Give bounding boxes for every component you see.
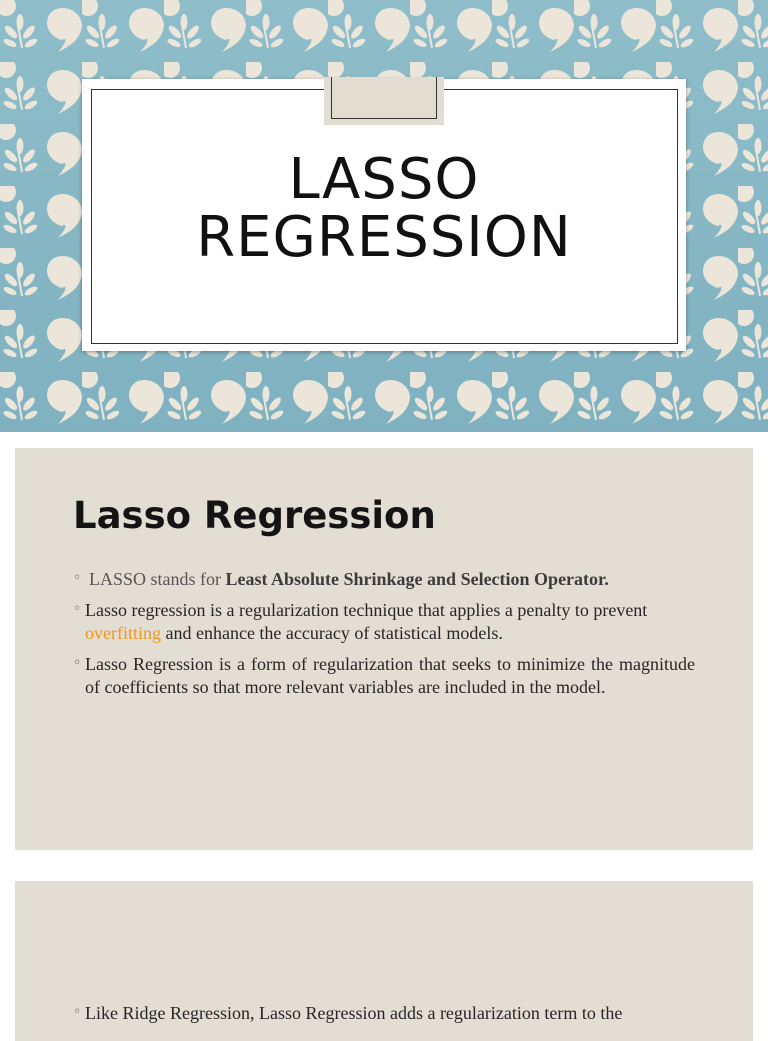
bullet-item: [73, 599, 695, 646]
overfitting-link[interactable]: overfitting: [85, 623, 161, 643]
title-card: [82, 79, 686, 351]
bullet-marker-icon: ◦: [73, 600, 82, 617]
bullet-list: [73, 1002, 695, 1033]
bullet-marker-icon: ◦: [73, 570, 82, 586]
title-line-1: LASSO: [288, 147, 480, 212]
title-slide: [0, 0, 768, 432]
content-slide-1: [15, 448, 753, 850]
bullet-text: Lasso Regression is a form of regularization that seeks to minimize the magnitude of coefficients so that more relevant variables are included in the model.: [85, 653, 695, 697]
bullet-item: [73, 568, 695, 592]
bullet-list: [73, 568, 695, 707]
bullet-text: Lasso regression is a regularization technique that applies a penalty to prevent: [85, 599, 648, 620]
title-card-tab: [324, 77, 444, 125]
bullet-marker-icon: ◦: [73, 654, 82, 671]
slide-heading: Lasso Regression: [73, 494, 436, 537]
title-line-2: REGRESSION: [196, 205, 572, 270]
bullet-item: [73, 1002, 695, 1026]
bullet-text: and enhance the accuracy of statistical models.: [160, 623, 503, 643]
bullet-bold-text: Least Absolute Shrinkage and Selection Operator.: [225, 569, 609, 589]
bullet-text: LASSO stands for: [89, 569, 226, 589]
slide-title: [82, 147, 686, 270]
bullet-text: Like Ridge Regression, Lasso Regression adds a regularization term to the: [85, 1003, 623, 1023]
bullet-item: [73, 653, 695, 700]
bullet-marker-icon: ◦: [73, 1004, 82, 1020]
content-slide-2: [15, 881, 753, 1041]
